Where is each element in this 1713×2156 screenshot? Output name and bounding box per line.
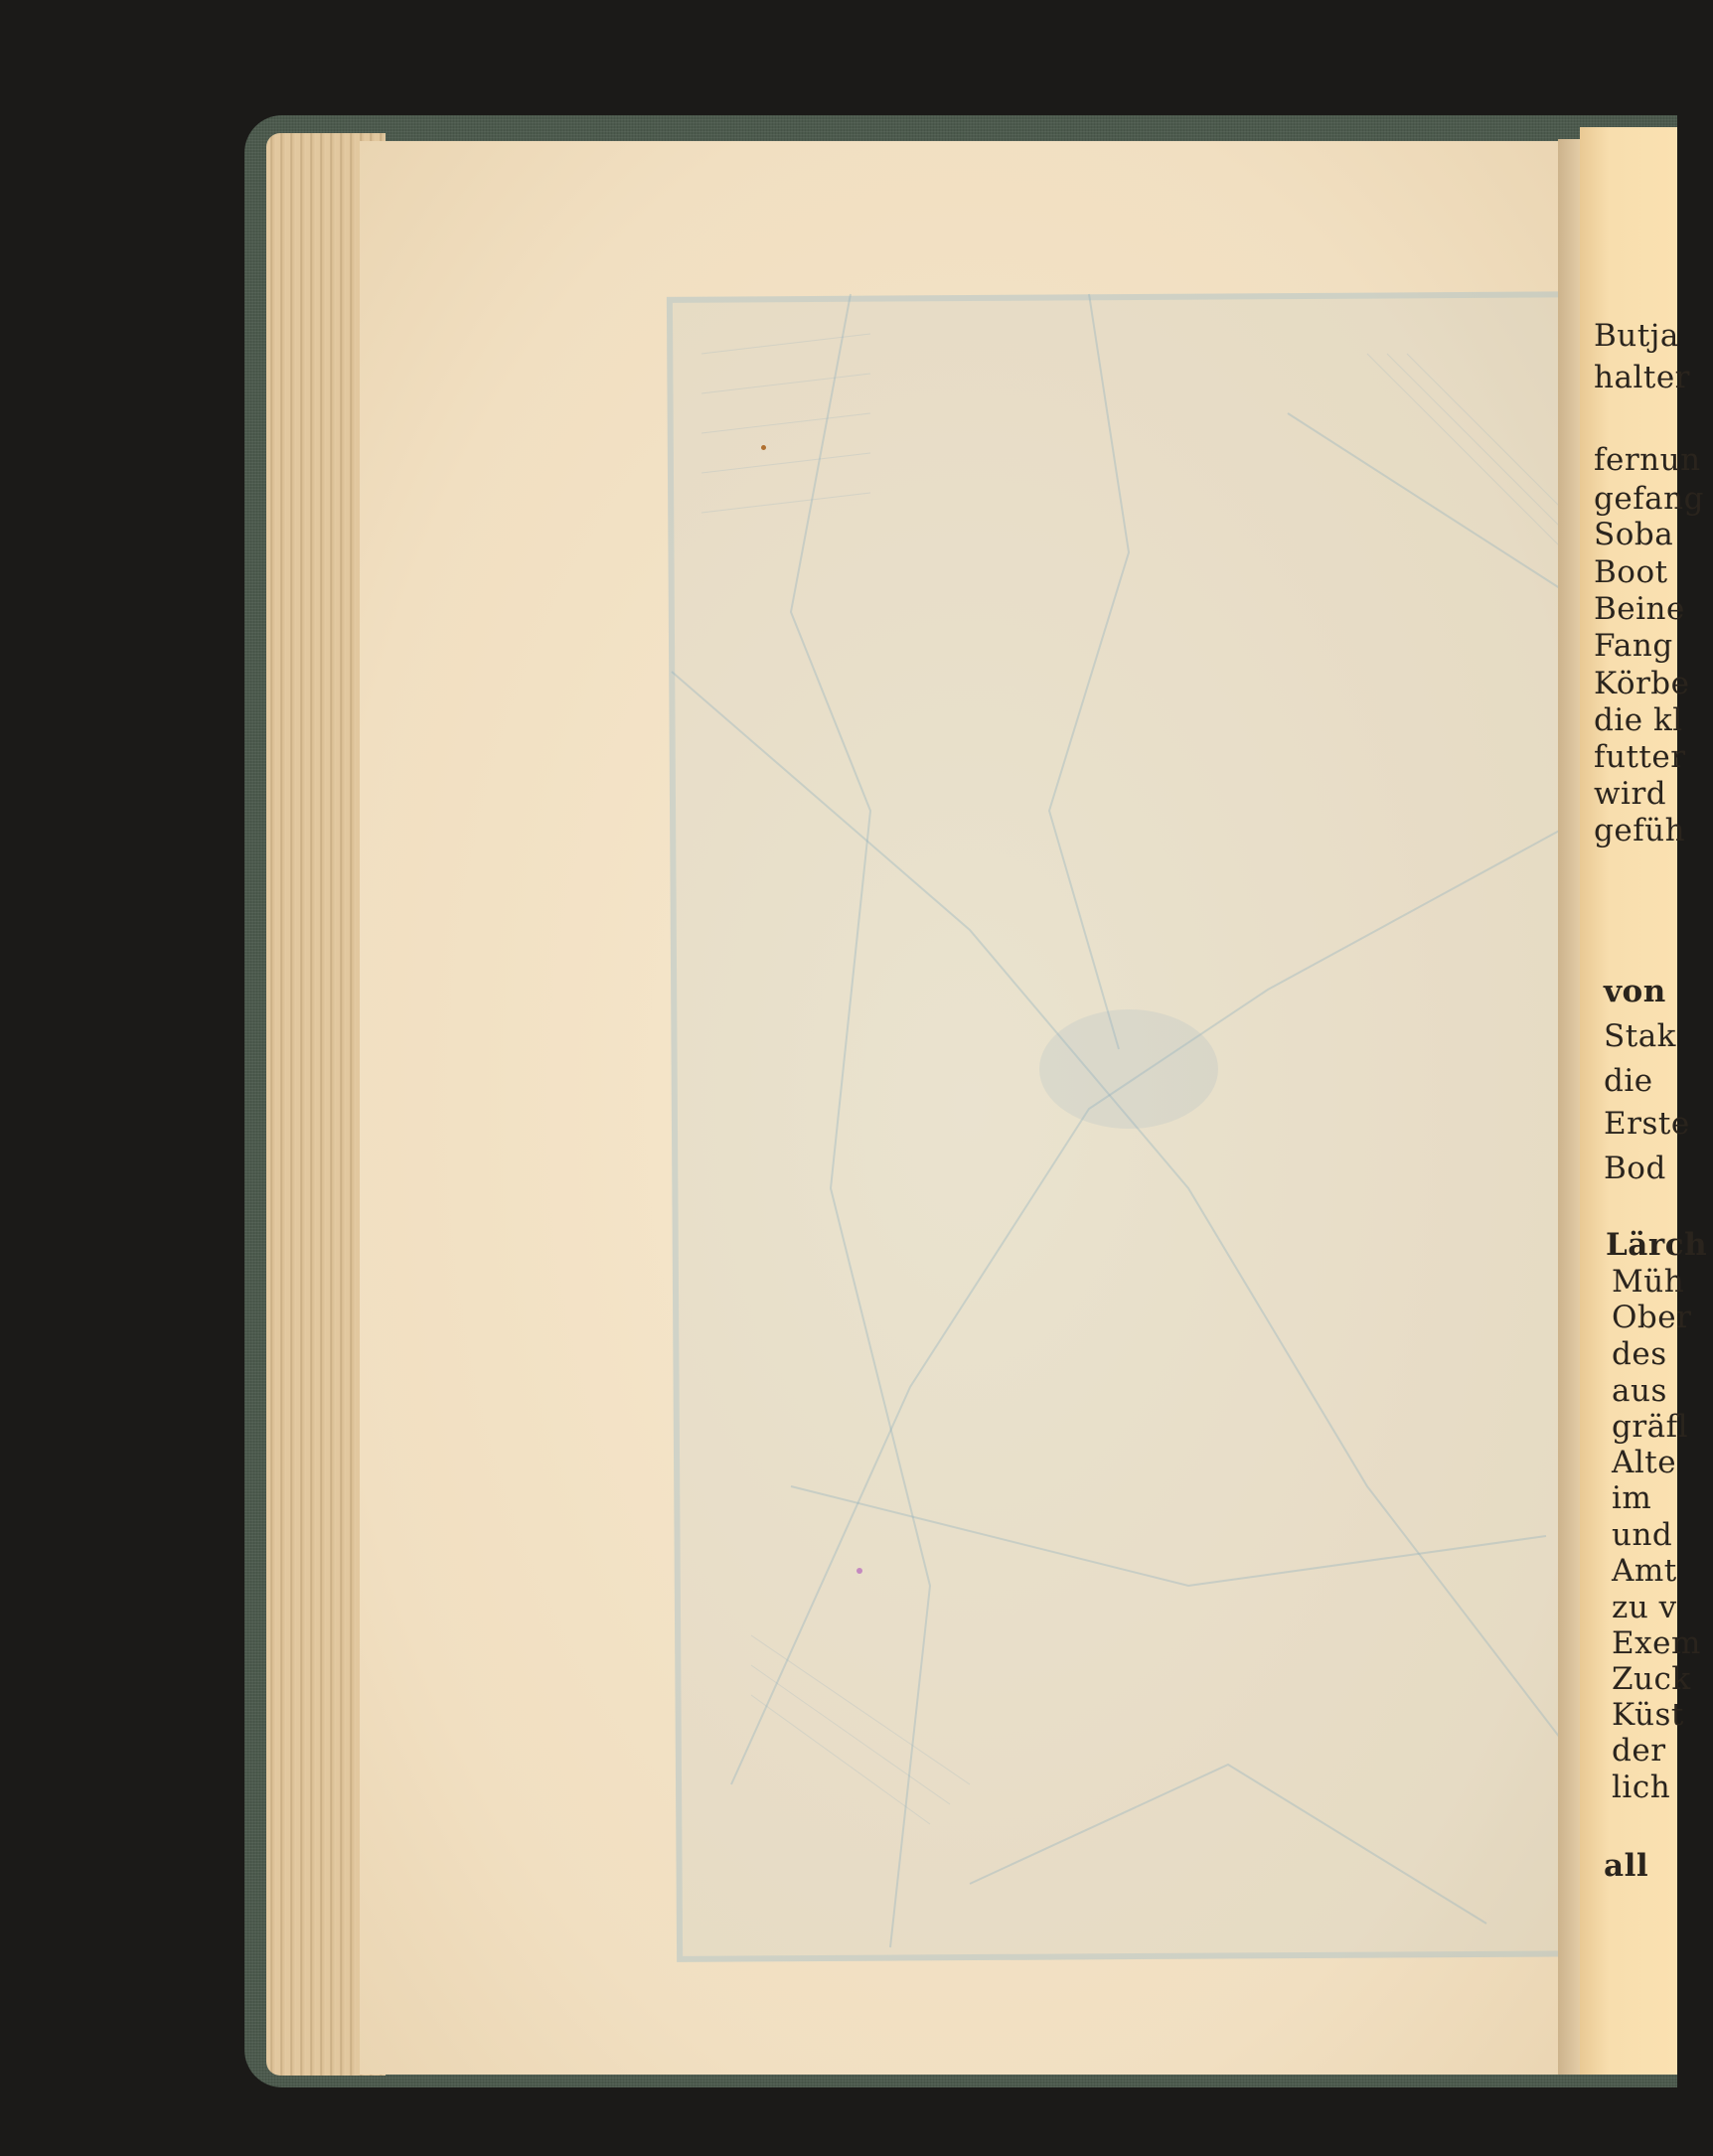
text-line: Erste [1604, 1106, 1690, 1142]
text-line: fernun [1594, 442, 1701, 478]
paper-spot [856, 1568, 862, 1574]
text-line: und [1612, 1517, 1673, 1553]
text-line: Butja [1594, 318, 1679, 354]
text-line: die kl [1594, 702, 1683, 738]
text-line: wird [1594, 776, 1667, 812]
text-line: futter [1594, 739, 1686, 775]
text-line: zu v [1612, 1590, 1677, 1625]
text-line: gräfl [1612, 1409, 1689, 1445]
text-line: halter [1594, 360, 1690, 395]
paper-spot [761, 445, 766, 450]
text-line: lich [1612, 1770, 1671, 1805]
text-line: Küst [1612, 1697, 1684, 1733]
text-line: Beine [1594, 591, 1685, 627]
text-line: Müh [1612, 1264, 1685, 1300]
text-line: Amt [1612, 1553, 1677, 1589]
text-line: Boot [1594, 554, 1668, 590]
text-line: im [1612, 1480, 1652, 1516]
text-line: der [1612, 1733, 1666, 1769]
text-line: Alte [1612, 1445, 1677, 1480]
text-line: aus [1612, 1373, 1667, 1409]
text-line: Fang [1594, 628, 1673, 664]
text-line: gefang [1594, 481, 1704, 517]
text-line: Exem [1612, 1625, 1701, 1661]
text-line: gefüh [1594, 813, 1686, 848]
text-line: all [1604, 1848, 1649, 1884]
text-line: Körbe [1594, 666, 1690, 701]
text-line: Stak [1604, 1018, 1676, 1054]
right-page-text [1594, 0, 1713, 2156]
text-line: Lärch [1606, 1227, 1708, 1263]
text-line: Soba [1594, 517, 1674, 552]
text-line: Zuck [1612, 1661, 1691, 1697]
text-line: Bod [1604, 1151, 1666, 1186]
text-line: des [1612, 1336, 1667, 1372]
text-line: Ober [1612, 1300, 1692, 1335]
text-line: von [1604, 974, 1666, 1009]
map-ghost-lines [672, 294, 1596, 1947]
text-line: die [1604, 1063, 1653, 1099]
